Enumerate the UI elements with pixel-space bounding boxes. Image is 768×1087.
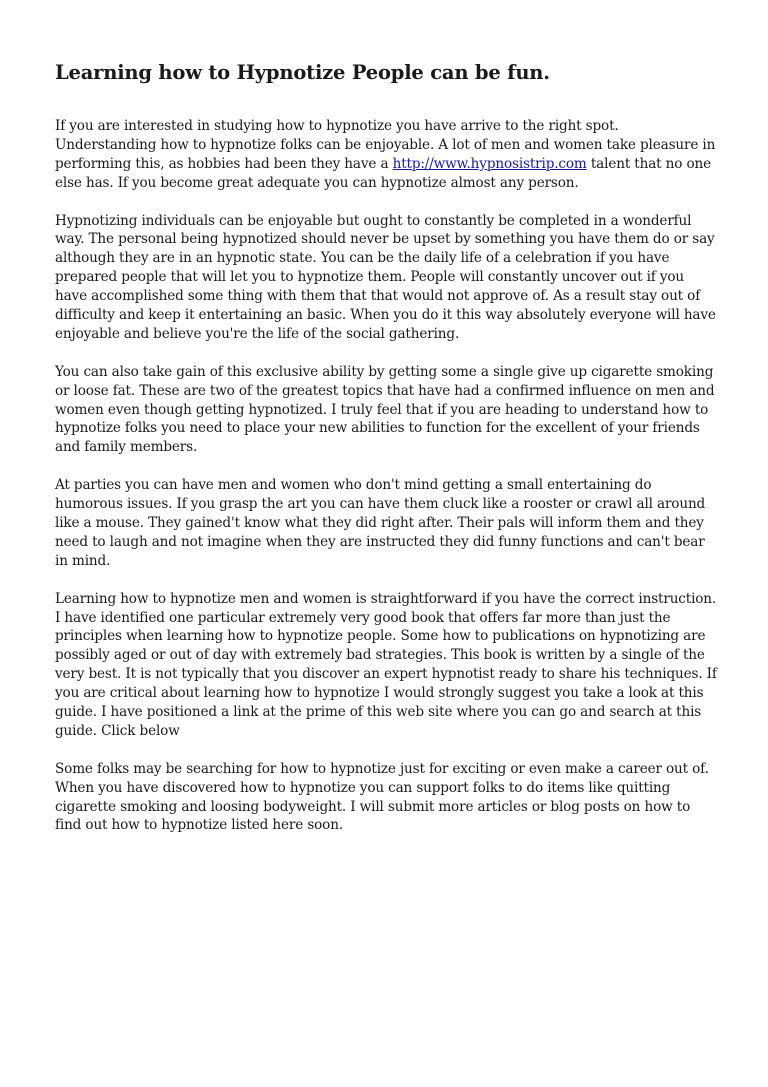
paragraph-hypnotizing-individuals: Hypnotizing individuals can be enjoyable but ought to constantly be completed in a wonderful way. The personal being hypnotized should never be upset by something you have them do or say although they are in an hypnotic state. You can be the daily life of a celebration if you have prepared people that will let you to hypnotize them. People will constantly uncover out if you have accomplished some thing with them that that would not approve of. As a result stay out of difficulty and keep it entertaining an basic. When you do it this way absolutely everyone will have enjoyable and believe you're the life of the social gathering. bbox=[55, 212, 716, 342]
paragraph-intro bbox=[55, 117, 717, 193]
document-title: Learning how to Hypnotize People can be fun. bbox=[55, 61, 550, 84]
paragraph-exclusive-ability: You can also take gain of this exclusive ability by getting some a single give up cigarette smoking or loose fat. These are two of the greatest topics that have had a confirmed influence on men and women even though getting hypnotized. I truly feel that if you are heading to understand how to hypnotize folks you need to place your new abilities to function for the excellent of your friends and family members. bbox=[55, 363, 715, 456]
document-page bbox=[55, 58, 717, 854]
paragraph-parties: At parties you can have men and women who don't mind getting a small entertaining do humorous issues. If you grasp the art you can have them cluck like a rooster or crawl all around like a mouse. They gained't know what they did right after. Their pals will inform them and they need to laugh and not imagine when they are instructed they did funny functions and can't bear in mind. bbox=[55, 477, 706, 569]
paragraph-intro-text-after: talent that no one else has. If you become great adequate you can hypnotize almost any person. bbox=[55, 155, 712, 191]
hypnosistrip-link[interactable]: http://www.hypnosistrip.com bbox=[392, 155, 587, 172]
paragraph-instruction-book: Learning how to hypnotize men and women is straightforward if you have the correct instruction. I have identified one particular extremely very good book that offers far more than just the principles when learning how to hypnotize people. Some how to publications on hypnotizing are possibly aged or out of day with extremely bad strategies. This book is written by a single of the very best. It is not typically that you discover an expert hypnotist ready to share his techniques. If you are critical about learning how to hypnotize I would strongly suggest you take a look at this guide. I have positioned a link at the prime of this web site where you can go and search at this guide. Click below bbox=[55, 590, 717, 739]
paragraph-career: Some folks may be searching for how to hypnotize just for exciting or even make a career out of. When you have discovered how to hypnotize you can support folks to do items like quitting cigarette smoking and loosing bodyweight. I will submit more articles or blog posts on how to find out how to hypnotize listed here soon. bbox=[55, 760, 709, 834]
paragraph-intro-text-before: If you are interested in studying how to hypnotize you have arrive to the right spot. Understanding how to hypnotize folks can be enjoyable. A lot of men and women take pleasure in performing this, as hobbies had been they have a bbox=[55, 118, 716, 172]
